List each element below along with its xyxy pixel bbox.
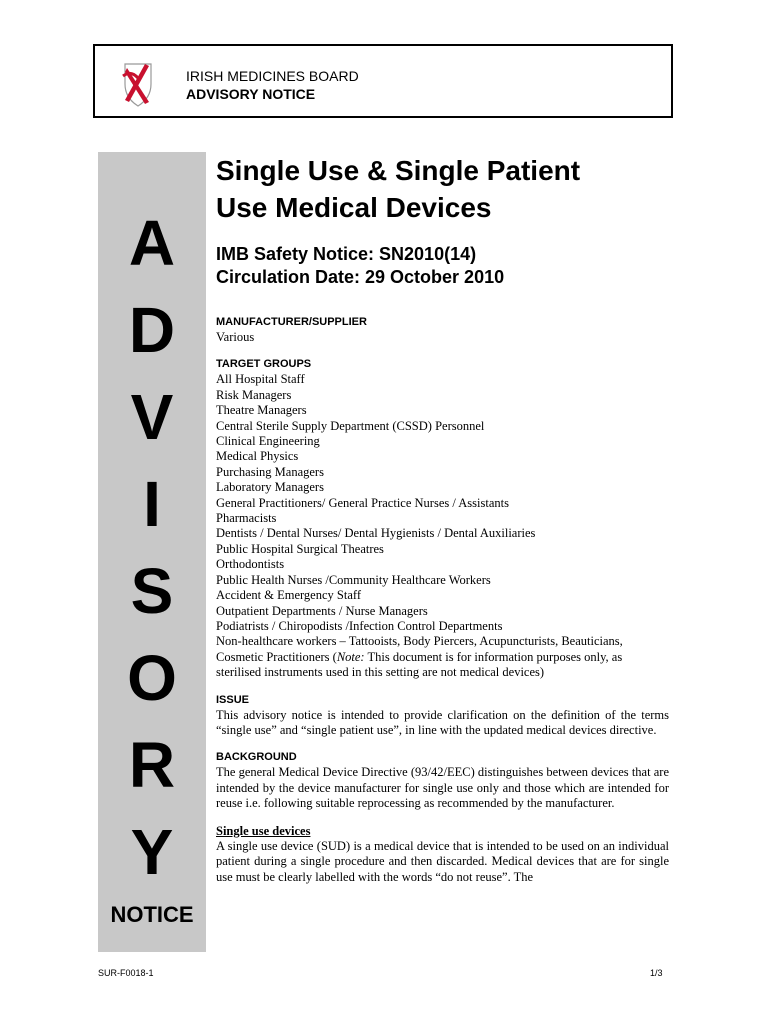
manufacturer-heading: MANUFACTURER/SUPPLIER bbox=[216, 316, 367, 328]
manufacturer-value: Various bbox=[216, 330, 255, 344]
list-item: Accident & Emergency Staff bbox=[216, 588, 361, 603]
list-item: Central Sterile Supply Department (CSSD) Personnel bbox=[216, 418, 485, 433]
background-text: The general Medical Device Directive (93/42/EEC) distinguishes between devices that are intended by the device manufacturer for single use only and those which are intended for reuse i.e. following suitable reprocessing as recommended by the manufacturer. bbox=[216, 765, 669, 811]
issue-text: This advisory notice is intended to provide clarification on the definition of the terms “single use” and “single patient use”, in line with the updated medical devices directive. bbox=[216, 707, 669, 737]
target-groups-heading: TARGET GROUPS bbox=[216, 358, 312, 371]
list-item: Non-healthcare workers – Tattooists, Body Piercers, Acupuncturists, Beauticians, bbox=[216, 634, 623, 649]
document-title bbox=[216, 152, 669, 226]
list-item: Public Health Nurses /Community Healthcare Workers bbox=[216, 572, 491, 587]
imb-logo-icon bbox=[119, 58, 157, 108]
background-heading: BACKGROUND bbox=[216, 751, 297, 764]
list-item: Clinical Engineering bbox=[216, 434, 320, 449]
note-label: Note: bbox=[336, 649, 365, 664]
list-item: Pharmacists bbox=[216, 511, 277, 526]
list-item: Risk Managers bbox=[216, 387, 292, 402]
sidebar-letter: S bbox=[130, 555, 174, 627]
list-item-cosmetic-cont: sterilised instruments used in this setting are not medical devices) bbox=[216, 665, 545, 680]
sidebar-letter: R bbox=[128, 729, 176, 801]
document-body bbox=[216, 152, 669, 885]
list-item: Medical Physics bbox=[216, 449, 299, 464]
sidebar-letter: A bbox=[128, 207, 176, 279]
sidebar-letter: D bbox=[128, 294, 176, 366]
list-item: Purchasing Managers bbox=[216, 464, 324, 479]
form-code: SUR-F0018-1 bbox=[98, 968, 154, 978]
notice-label: ADVISORY NOTICE bbox=[186, 86, 316, 102]
circulation-date: Circulation Date: 29 October 2010 bbox=[216, 267, 505, 287]
list-item: General Practitioners/ General Practice Nurses / Assistants bbox=[216, 495, 509, 510]
single-use-text: A single use device (SUD) is a medical device that is intended to be used on an individual patient during a single procedure and then discarded. Medical devices that are for single use must be clearly labelled with the words “do not reuse”. The bbox=[216, 838, 669, 884]
list-item: Podiatrists / Chiropodists /Infection Control Departments bbox=[216, 618, 503, 633]
cosmetic-suffix: This document is for information purposes only, as bbox=[364, 649, 623, 664]
notice-meta bbox=[216, 243, 669, 289]
advisory-sidebar bbox=[98, 152, 206, 952]
list-item: Public Hospital Surgical Theatres bbox=[216, 541, 384, 556]
cosmetic-prefix: Cosmetic Practitioners ( bbox=[216, 649, 337, 664]
list-item: Outpatient Departments / Nurse Managers bbox=[216, 603, 428, 618]
page-number: 1/3 bbox=[650, 968, 663, 978]
list-item: Orthodontists bbox=[216, 557, 285, 572]
sidebar-letter: Y bbox=[130, 816, 174, 888]
single-use-heading: Single use devices bbox=[216, 823, 311, 838]
sidebar-letter: I bbox=[143, 468, 161, 540]
title-line-2: Use Medical Devices bbox=[216, 192, 492, 223]
sidebar-letter: O bbox=[127, 642, 177, 714]
list-item: All Hospital Staff bbox=[216, 372, 305, 387]
header-box bbox=[93, 44, 673, 118]
org-name: IRISH MEDICINES BOARD bbox=[186, 68, 359, 84]
title-line-1: Single Use & Single Patient bbox=[216, 155, 581, 186]
sidebar-letter: V bbox=[130, 381, 174, 453]
sidebar-notice: NOTICE bbox=[110, 902, 194, 927]
safety-notice-id: IMB Safety Notice: SN2010(14) bbox=[216, 244, 477, 264]
list-item: Laboratory Managers bbox=[216, 480, 324, 495]
target-groups-list bbox=[216, 372, 669, 680]
list-item-cosmetic bbox=[216, 650, 669, 665]
list-item: Dentists / Dental Nurses/ Dental Hygienists / Dental Auxiliaries bbox=[216, 526, 536, 541]
list-item: Theatre Managers bbox=[216, 403, 307, 418]
issue-heading: ISSUE bbox=[216, 693, 250, 706]
